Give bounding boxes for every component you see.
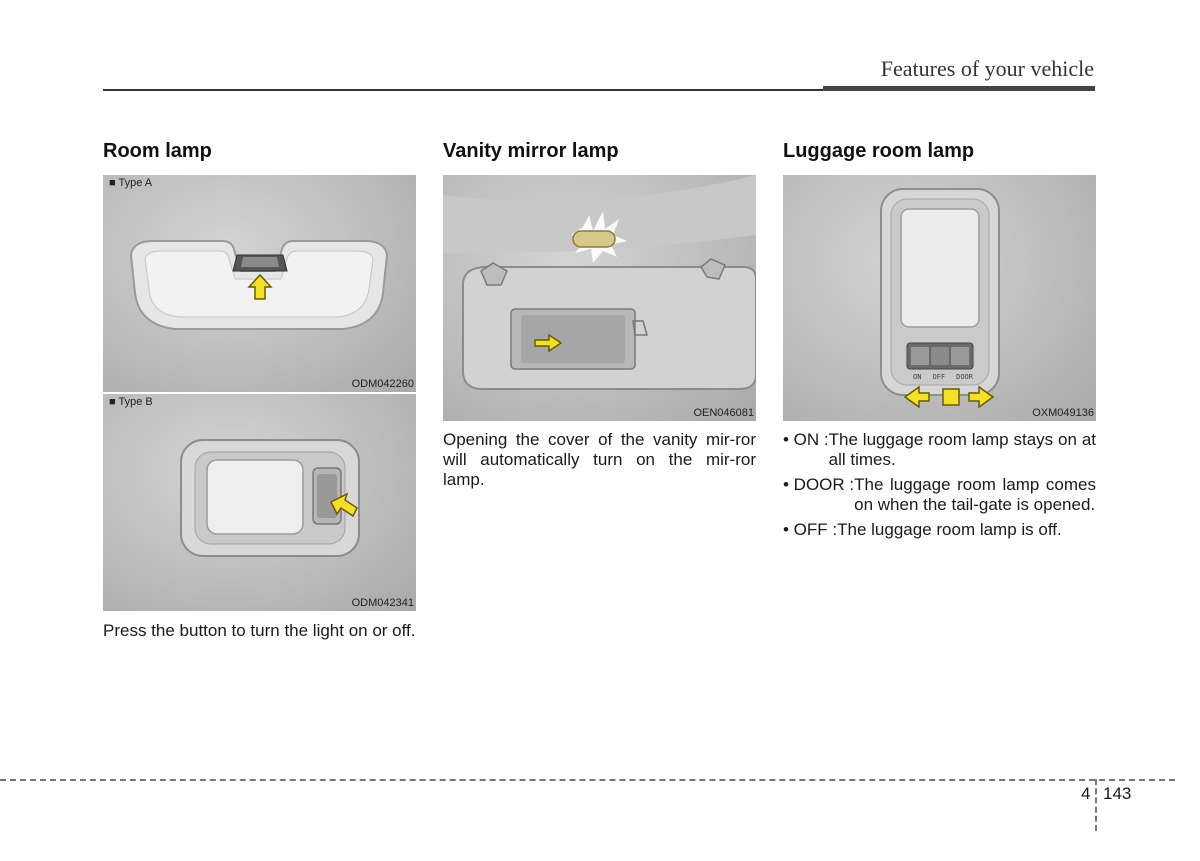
list-item-key: • DOOR : — [783, 475, 855, 494]
figure-code: OEN046081 — [693, 407, 754, 419]
switch-label-on: ON — [913, 373, 922, 381]
room-lamp-type-b-figure — [103, 394, 416, 611]
vanity-mirror-lamp-heading: Vanity mirror lamp — [443, 140, 619, 162]
header-rule-thick — [823, 86, 1095, 91]
mirror-lamp-icon — [573, 231, 615, 247]
list-item-desc: The luggage room lamp is off. — [837, 520, 1062, 539]
figure-code: ODM042260 — [351, 378, 414, 390]
footer-divider — [1095, 779, 1097, 831]
luggage-room-lamp-figure — [783, 175, 1096, 421]
luggage-room-lamp-illustration — [783, 175, 1096, 421]
list-item-desc: The luggage room lamp stays on at all times. — [828, 430, 1096, 469]
luggage-lamp-modes-list — [783, 430, 1096, 545]
switch-labels — [913, 373, 973, 381]
room-lamp-heading: Room lamp — [103, 140, 212, 162]
center-square-icon — [943, 389, 959, 405]
list-item — [783, 430, 1096, 470]
room-lamp-type-b-illustration — [103, 394, 416, 611]
room-lamp-description: Press the button to turn the light on or off. — [103, 621, 416, 640]
list-item — [783, 520, 1096, 540]
running-header: Features of your vehicle — [880, 56, 1094, 81]
footer-rule — [0, 779, 1175, 781]
switch-label-off: OFF — [932, 373, 946, 381]
list-item-key: • ON : — [783, 430, 829, 449]
list-item-desc: The luggage room lamp comes on when the tail-gate is opened. — [854, 475, 1096, 514]
luggage-room-lamp-heading: Luggage room lamp — [783, 140, 975, 162]
figure-code: ODM042341 — [351, 597, 414, 609]
header-rule — [103, 89, 823, 91]
figure-type-label: ■ Type B — [109, 396, 153, 408]
list-item-key: • OFF : — [783, 520, 838, 539]
page-number: 143 — [1103, 784, 1132, 803]
vanity-mirror-description: Opening the cover of the vanity mir-ror will automatically turn on the mir-ror lamp. — [443, 430, 756, 489]
vanity-mirror-figure — [443, 175, 756, 421]
figure-code: OXM049136 — [1032, 407, 1094, 419]
list-item — [783, 475, 1096, 515]
vanity-mirror-illustration — [443, 175, 756, 421]
figure-type-label: ■ Type A — [109, 177, 153, 189]
switch-label-door: DOOR — [956, 373, 973, 381]
room-lamp-type-a-illustration — [103, 175, 416, 392]
chapter-number: 4 — [1081, 784, 1091, 803]
room-lamp-type-a-figure — [103, 175, 416, 392]
